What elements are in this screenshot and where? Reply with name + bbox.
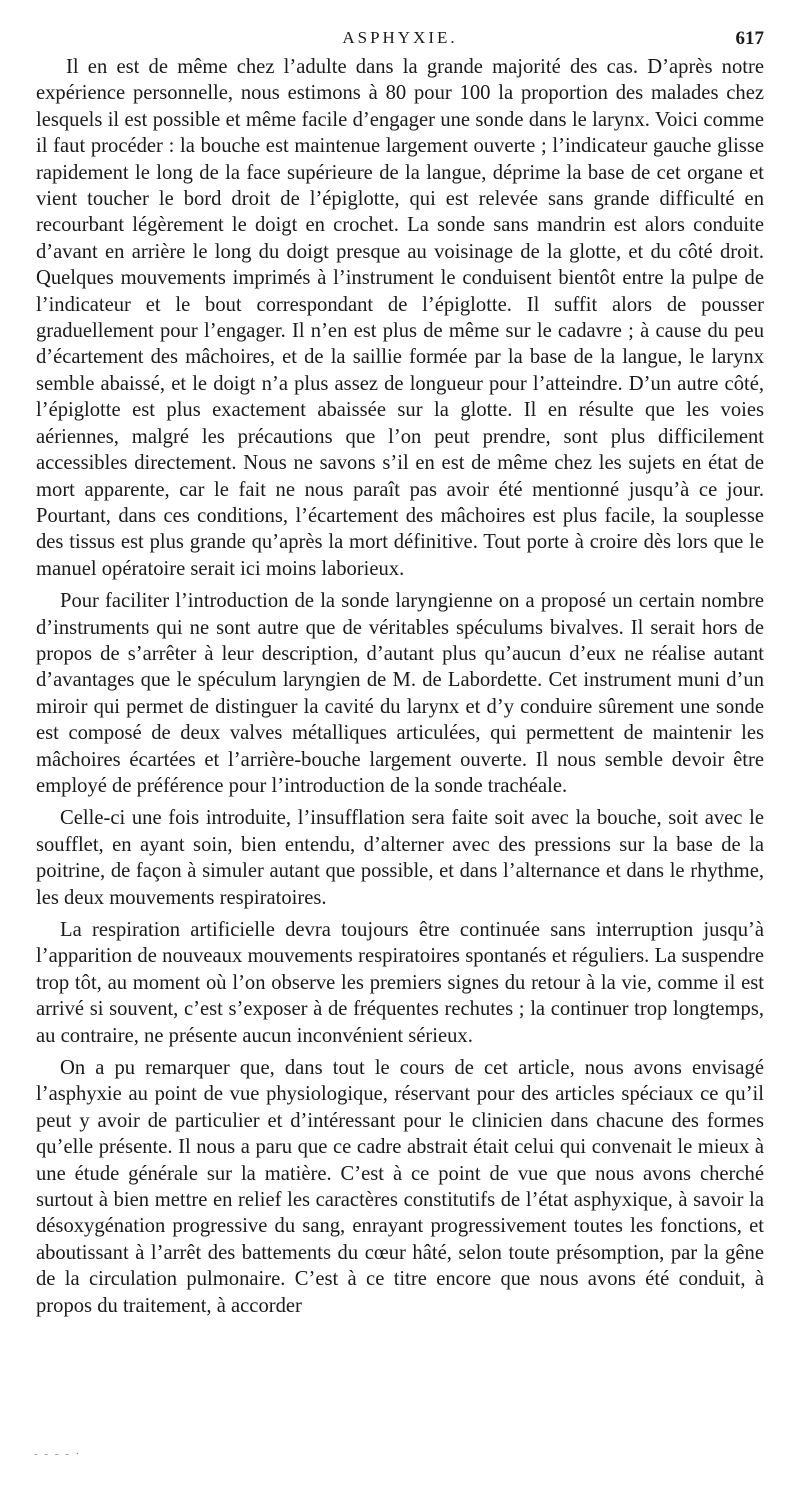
paragraph-artificial-respiration: La respiration artificielle devra toujours être continuée sans interruption jusqu’à l’apparition de nouveaux mouvements respiratoires spontanés et réguliers. La suspendre trop tôt, au moment où l’on observe les premiers signes du retour à la vie, comme il est arrivé si souvent, c’est s’exposer à de fréquentes rechutes ; la continuer trop longtemps, au contraire, ne présente aucun inconvénient sérieux. bbox=[36, 919, 764, 1047]
page-number: 617 bbox=[735, 28, 764, 49]
paragraph-insufflation: Celle-ci une fois introduite, l’insufflation sera faite soit avec la bouche, soit avec le soufflet, en ayant soin, bien entendu, d’alterner avec des pressions sur la base de la poitrine, de façon à simuler autant que possible, et dans l’alternance et dans le rhythme, les deux mouvements respiratoires. bbox=[36, 807, 764, 909]
body-text bbox=[36, 54, 764, 1319]
paragraph-physiological-view: On a pu remarquer que, dans tout le cours de cet article, nous avons envisagé l’asphyxie au point de vue physiologique, réservant pour des articles spéciaux ce qu’il peut y avoir de particulier et d’intéressant pour le clinicien dans chacune des formes qu’elle présente. Il nous a paru que ce cadre abstrait était celui qui convenait le mieux à une étude générale sur la matière. C’est à ce point de vue que nous avons cherché surtout à bien mettre en relief les caractères constitutifs de l’état asphyxique, à savoir la désoxygénation progressive du sang, enrayant progressivement toutes les fonctions, et aboutissant à l’arrêt des battements du cœur hâté, selon toute présomption, par la gêne de la circulation pulmonaire. C’est à ce titre encore que nous avons été conduit, à propos du traitement, à accorder bbox=[36, 1057, 764, 1317]
footer-marks: - - - - · bbox=[34, 1448, 82, 1460]
book-page bbox=[36, 28, 764, 1325]
running-head bbox=[36, 28, 764, 54]
running-title: ASPHYXIE. bbox=[342, 28, 458, 47]
paragraph-intubation-adult: Il en est de même chez l’adulte dans la grande majorité des cas. D’après notre expérience personnelle, nous estimons à 80 pour 100 la proportion des malades chez lesquels il est possible et même facile d’engager une sonde dans le larynx. Voici comme il faut procéder : la bouche est maintenue largement ouverte ; l’indicateur gauche glisse rapidement le long de la face supérieure de la langue, déprime la base de cet organe et vient toucher le bord droit de l’épiglotte, qui est relevée sans grande difficulté en recourbant légèrement le doigt en crochet. La sonde sans mandrin est alors conduite d’avant en arrière le long du doigt presque au voisinage de la glotte, et du côté droit. Quelques mouvements imprimés à l’instrument le conduisent bientôt entre la pulpe de l’indicateur et le bout correspondant de l’épiglotte. Il suffit alors de pousser graduellement pour l’engager. Il n’en est plus de même sur le cadavre ; à cause du peu d’écartement des mâchoires, et de la saillie formée par la base de la langue, le larynx semble abaissé, et le doigt n’a plus assez de longueur pour l’atteindre. D’un autre côté, l’épiglotte est plus exactement abaissée sur la glotte. Il en résulte que les voies aériennes, malgré les précautions que l’on peut prendre, sont plus difficilement accessibles directement. Nous ne savons s’il en est de même chez les sujets en état de mort apparente, car le fait ne nous paraît pas avoir été mentionné jusqu’à ce jour. Pourtant, dans ces conditions, l’écartement des mâchoires est plus facile, la souplesse des tissus est plus grande qu’après la mort définitive. Tout porte à croire dès lors que le manuel opératoire serait ici moins laborieux. bbox=[36, 56, 764, 580]
paragraph-laryngeal-speculum: Pour faciliter l’introduction de la sonde laryngienne on a proposé un certain nombre d’instruments qui ne sont autre que de véritables spéculums bivalves. Il serait hors de propos de s’arrêter à leur description, d’autant plus qu’aucun d’eux ne réalise autant d’avantages que le spéculum laryngien de M. de Labordette. Cet instrument muni d’un miroir qui permet de distinguer la cavité du larynx et d’y conduire sûrement une sonde est composé de deux valves métalliques articulées, qui permettent de maintenir les mâchoires écartées et l’arrière-bouche largement ouverte. Il nous semble devoir être employé de préférence pour l’introduction de la sonde trachéale. bbox=[36, 590, 764, 797]
